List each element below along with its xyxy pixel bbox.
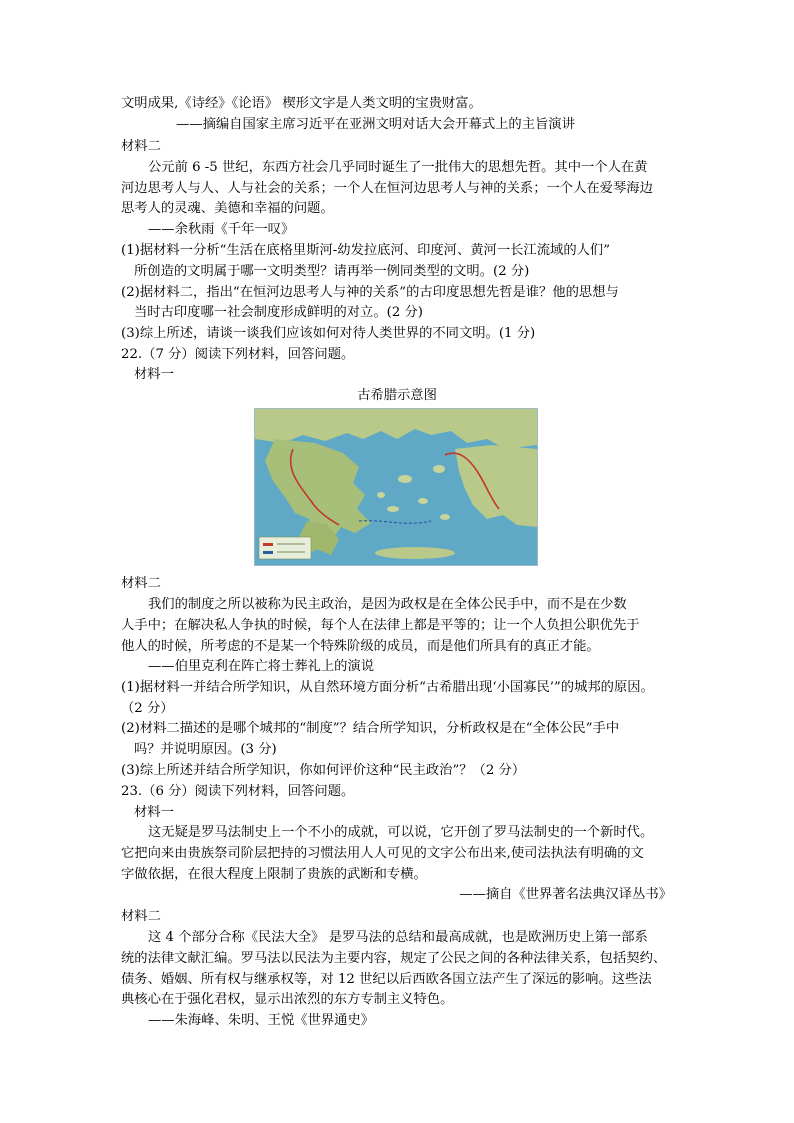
text-line: 这 4 个部分合称《民法大全》 是罗马法的总结和最高成就，也是欧洲历史上第一部系	[148, 930, 648, 945]
map-illustration	[255, 409, 537, 565]
island	[398, 475, 412, 483]
text-line: 我们的制度之所以被称为民主政治，是因为政权是在全体公民手中，而不是在少数	[148, 597, 627, 612]
question-line: (3)综上所述，请谈一谈我们应该如何对待人类世界的不同文明。(1 分)	[121, 326, 536, 341]
text-line: 公元前 6 -5 世纪，东西方社会几乎同时诞生了一批伟大的思想先哲。其中一个人在黄	[148, 160, 648, 175]
question-line: （2 分）	[121, 701, 174, 716]
text-line: 他人的时候，所考虑的不是某一个特殊阶级的成员，而是他们所具有的真正才能。	[121, 639, 600, 654]
source-citation: ——摘编自国家主席习近平在亚洲文明对话大会开幕式上的主旨演讲	[176, 117, 575, 132]
source-citation: ——伯里克利在阵亡将士葬礼上的演说	[148, 659, 375, 674]
legend-swatch	[263, 551, 273, 554]
material-heading: 材料二	[121, 576, 161, 591]
legend-swatch	[263, 543, 273, 546]
text-line: 河边思考人与人、人与社会的关系；一个人在恒河边思考人与神的关系；一个人在爱琴海边	[121, 181, 653, 196]
island	[418, 498, 428, 504]
question-line: (1)据材料一并结合所学知识，从自然环境方面分析“古希腊出现‘小国寡民’”的城邦的原因。	[121, 680, 654, 695]
text-line: 债务、婚姻、所有权与继承权等，对 12 世纪以后西欧各国立法产生了深远的影响。这些法	[121, 972, 652, 987]
material-heading: 材料二	[121, 139, 161, 154]
ancient-greece-map	[254, 408, 538, 566]
text-line: 典核心在于强化君权，显示出浓烈的东方专制主义特色。	[121, 992, 454, 1007]
material-heading: 材料一	[134, 367, 174, 382]
island	[440, 514, 450, 520]
source-citation: ——朱海峰、朱明、王悦《世界通史》	[148, 1013, 375, 1028]
question-heading: 22.（7 分）阅读下列材料，回答问题。	[121, 347, 355, 362]
crete-island	[375, 547, 455, 559]
question-line: (1)据材料一分析“生活在底格里斯河-幼发拉底河、印度河、黄河一长江流域的人们”	[121, 243, 611, 258]
question-line: 当时古印度哪一社会制度形成鲜明的对立。(2 分)	[134, 305, 423, 320]
material-heading: 材料二	[121, 909, 161, 924]
source-citation: ——摘自《世界著名法典汉译丛书》	[459, 887, 672, 902]
question-line: (2)材料二描述的是哪个城邦的“制度”？结合所学知识，分析政权是在“全体公民”手中	[121, 721, 620, 736]
question-line: (3)综上所述并结合所学知识，你如何评价这种“民主政治”？（2 分）	[121, 763, 526, 778]
island	[377, 492, 385, 498]
legend-box	[259, 537, 311, 559]
question-line: (2)据材料二，指出“在恒河边思考人与神的关系”的古印度思想先哲是谁？他的思想与	[121, 285, 619, 300]
text-line: 人手中；在解决私人争执的时候，每个人在法律上都是平等的；让一个人负担公职优先于	[121, 618, 640, 633]
text-line: 文明成果,《诗经》《论语》 楔形文字是人类文明的宝贵财富。	[121, 96, 482, 111]
material-heading: 材料一	[134, 805, 174, 820]
island	[387, 506, 399, 512]
text-line: 统的法律文献汇编。罗马法以民法为主要内容，规定了公民之间的各种法律关系，包括契约、	[121, 951, 667, 966]
text-line: 字做依据，在很大程度上限制了贵族的武断和专横。	[121, 867, 427, 882]
source-citation: ——余秋雨《千年一叹》	[148, 222, 295, 237]
map-title: 古希腊示意图	[357, 388, 437, 403]
text-line: 这无疑是罗马法制史上一个不小的成就，可以说，它开创了罗马法制史的一个新时代。	[148, 825, 654, 840]
question-line: 吗？并说明原因。(3 分)	[134, 742, 277, 757]
island	[433, 465, 445, 473]
text-line: 思考人的灵魂、美德和幸福的问题。	[121, 201, 334, 216]
question-line: 所创造的文明属于哪一文明类型？请再举一例同类型的文明。(2 分)	[134, 264, 530, 279]
question-heading: 23.（6 分）阅读下列材料，回答问题。	[121, 784, 355, 799]
text-line: 它把向来由贵族祭司阶层把持的习惯法用人人可见的文字公布出来,使司法执法有明确的文	[121, 846, 644, 861]
